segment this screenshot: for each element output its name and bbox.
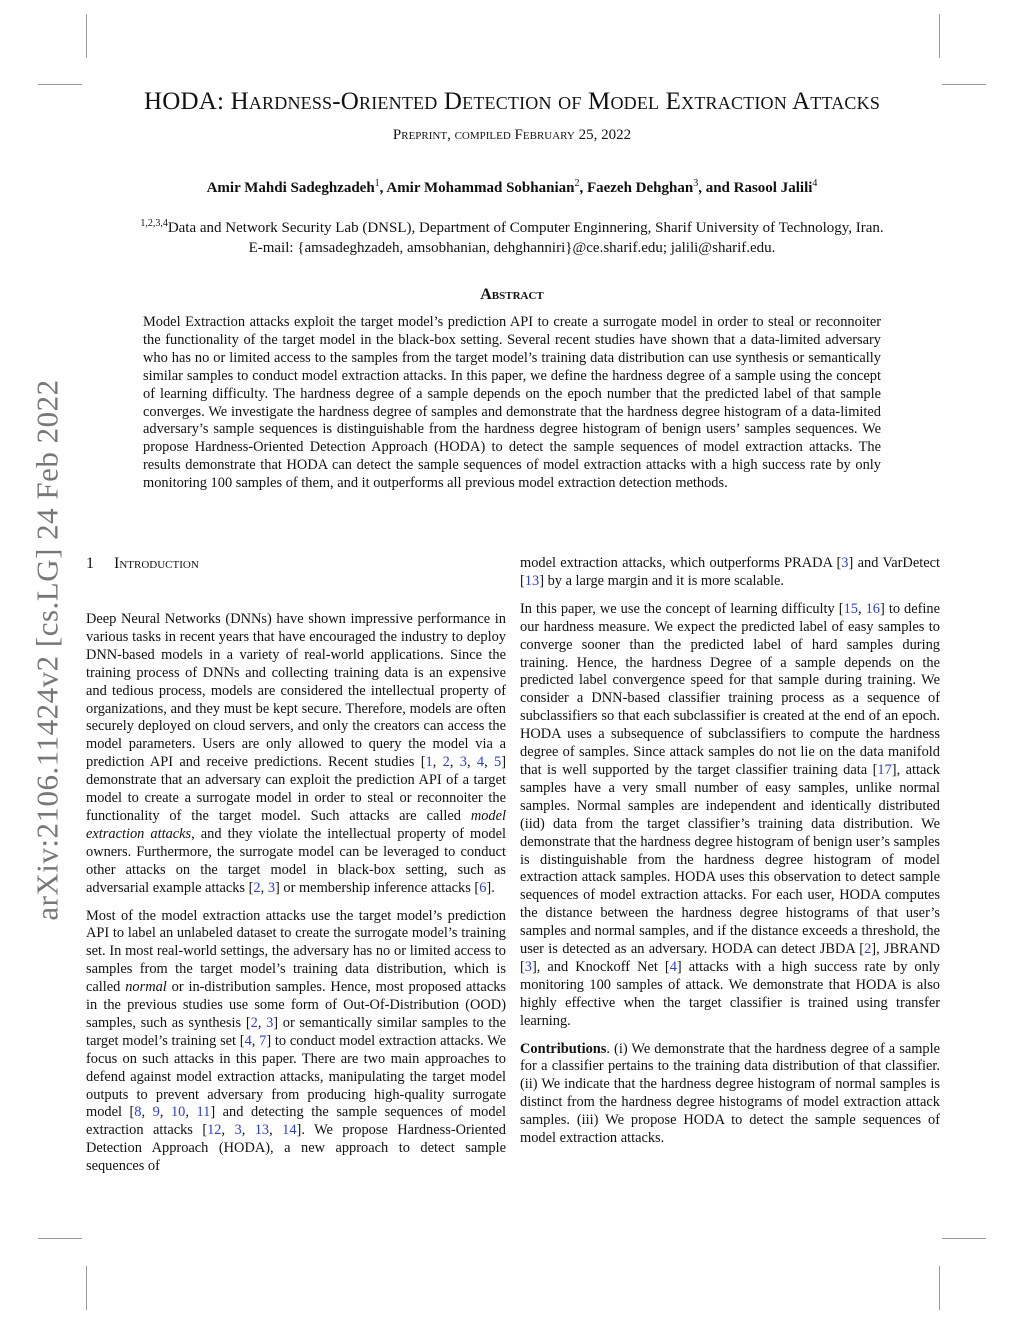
text-run: ], attack samples have a very small number of easy samples, unlike normal samples. Normal samples are independent and identically distributed (iid) data from the target classifier’s training data distribution. We demonstrate that the hardness degree histogram of benign user’s samples is distinguishable from the hardness degree histogram of model extraction attack samples. HODA uses this observation to detect sample sequences of model extraction attacks. For each user, HODA computes the distance between the hardness degree histograms of that user’s samples and normal samples, and if the distance exceeds a threshold, the user is detected as an adversary. HODA can detect JBDA [ — [520, 761, 940, 958]
citation-link[interactable]: 4 — [244, 1032, 252, 1049]
text-run: ], JBRAND [ — [520, 941, 940, 975]
text-run: ] and detecting the sample sequences of model extraction attacks [ — [86, 1104, 506, 1139]
body-paragraph — [520, 555, 940, 591]
author-sep: , — [579, 180, 587, 196]
citation-link[interactable]: 2 — [864, 941, 872, 958]
crop-mark — [942, 1238, 986, 1239]
text-run: , — [260, 879, 268, 896]
text-run: , — [185, 1104, 197, 1121]
affiliation-text: Data and Network Security Lab (DNSL), Department of Computer Enginnering, Sharif University of Technology, Iran. — [167, 220, 884, 236]
citation-link[interactable]: 14 — [282, 1122, 297, 1139]
body-paragraph — [520, 1041, 940, 1148]
citation-link[interactable]: 2 — [253, 879, 261, 896]
email-line: E-mail: {amsadeghzadeh, amsobhanian, dehghanniri}@ce.sharif.edu; jalili@sharif.edu. — [248, 240, 776, 256]
text-run: In this paper, we use the concept of learning difficulty [ — [520, 600, 844, 617]
text-run: ] attacks with a high success rate by only monitoring 100 samples of attack. We demonstrate that HODA is also highly effective when the target classifier is trained using transfer learning. — [520, 958, 941, 1029]
abstract-heading: Abstract — [480, 286, 544, 303]
affiliation-sup: 1,2,3,4 — [140, 218, 168, 229]
emphasis-text: model extraction attacks — [86, 807, 506, 842]
citation-link[interactable]: 1 — [425, 754, 433, 771]
text-run: , — [141, 1104, 153, 1121]
bold-label: Contributions — [520, 1040, 607, 1057]
text-run: , — [466, 754, 477, 771]
citation-link[interactable]: 4 — [476, 754, 485, 771]
text-run: ]. — [486, 879, 495, 896]
author-sup: 3 — [693, 178, 699, 189]
citation-link[interactable]: 2 — [250, 1014, 258, 1031]
crop-mark — [38, 1238, 82, 1239]
citation-link[interactable]: 3 — [524, 958, 532, 975]
text-run: , — [269, 1122, 283, 1139]
citation-link[interactable]: 7 — [259, 1032, 267, 1049]
affiliation — [0, 214, 1024, 258]
author-sep: , — [379, 180, 387, 196]
citation-link[interactable]: 13 — [524, 572, 540, 589]
crop-mark — [942, 84, 986, 85]
citation-link[interactable]: 3 — [267, 879, 276, 896]
right-column — [520, 555, 940, 1148]
crop-mark — [939, 14, 940, 58]
right-paragraphs — [520, 555, 940, 1148]
emphasis-text: normal — [125, 979, 167, 996]
citation-link[interactable]: 3 — [841, 555, 849, 571]
crop-mark — [939, 1266, 940, 1310]
citation-link[interactable]: 17 — [877, 761, 892, 778]
crop-mark — [86, 1266, 87, 1310]
abstract-text: Model Extraction attacks exploit the target model’s prediction API to create a surrogate model in order to steal or reconnoiter the functionality of the target model in the black-box setting. Several recent studies have shown that a data-limited adversary who has no or limited access to the samples from the target model’s training data distribution can use synthesis or semantically similar samples to conduct model extraction attacks. In this paper, we define the hardness degree of a sample using the concept of learning difficulty. The hardness degree of a sample depends on the epoch number that the predicted label of that sample converges. We investigate the hardness degree of samples and demonstrate that the hardness degree histogram of a data-limited adversary’s sample sequences is distinguishable from the hardness degree histogram of benign users’ samples sequences. We propose Hardness-Oriented Detection Approach (HODA) to detect the sample sequences of model extraction attacks. The results demonstrate that HODA can detect the sample sequences of model extraction attacks with a high success rate by only monitoring 100 samples of them, and it outperforms all previous model extraction detection methods. — [143, 314, 881, 492]
author-name: Faezeh Dehghan — [586, 180, 694, 196]
text-run: , — [241, 1122, 255, 1139]
left-paragraphs — [86, 611, 506, 1176]
citation-link[interactable]: 15 — [843, 600, 858, 617]
citation-link[interactable]: 11 — [196, 1104, 211, 1121]
text-run: ] by a large margin and it is more scalable. — [539, 572, 785, 589]
author-name: Amir Mahdi Sadeghzadeh — [206, 180, 375, 196]
text-run: ], and Knockoff Net [ — [532, 958, 670, 975]
citation-link[interactable]: 3 — [266, 1014, 274, 1031]
body-paragraph — [86, 611, 506, 898]
citation-link[interactable]: 13 — [254, 1122, 270, 1139]
citation-link[interactable]: 8 — [134, 1104, 142, 1121]
body-paragraph — [86, 908, 506, 1177]
text-run: , — [257, 1014, 267, 1031]
section-heading — [86, 555, 506, 611]
text-run: ] or semantically similar samples to the target model’s training set [ — [86, 1014, 506, 1049]
text-run: ] to conduct model extraction attacks. We focus on such attacks in this paper. There are two main approaches to defend against model extraction attacks, manipulating the target model outputs to prevent adversary from producing high-quality surrogate model [ — [86, 1032, 506, 1121]
text-run: , — [432, 754, 443, 771]
crop-mark — [86, 14, 87, 58]
crop-mark — [38, 84, 82, 85]
citation-link[interactable]: 4 — [669, 958, 677, 975]
citation-link[interactable]: 16 — [865, 600, 880, 617]
citation-link[interactable]: 9 — [152, 1104, 160, 1121]
text-run: Most of the model extraction attacks use the target model’s prediction API to label an unlabeled dataset to create the surrogate model’s training set. In most real-world settings, the adversary has no or limited access to samples from the target model’s training data distribution, which is called — [86, 907, 506, 996]
text-run: Deep Neural Networks (DNNs) have shown impressive performance in various tasks in recent years that have encouraged the industry to deploy DNN-based models in a variety of real-world applications. Since the training process of DNNs and collecting training data is an expensive and tedious process, models are considered the intellectual property of organizations, and they must be kept secure. Therefore, models are often securely deployed on cloud servers, and only the creators can access the model parameters. Users are only allowed to query the model via a prediction API and receive predictions. Recent studies [ — [86, 611, 506, 771]
arxiv-stamp — [18, 360, 78, 940]
citation-link[interactable]: 10 — [170, 1104, 186, 1121]
author-sup: 4 — [812, 178, 818, 189]
paper-subtitle: Preprint, compiled February 25, 2022 — [392, 127, 632, 143]
author-sep: , and — [698, 180, 734, 196]
text-run: ] to define our hardness measure. We expect the predicted label of easy samples to converge sooner than the predicted label of hard samples during training. Hence, the hardness Degree of a sample depends on the predicted label convergence speed for that sample during training. We consider a DNN-based classifier training process as a sequence of subclassifiers so that each subclassifier is created at the end of an epoch. HODA uses a subsequence of subclassifiers to compute the hardness degree of samples. Since attack samples do not lie on the data manifold that is well supported by the target classifier training data [ — [520, 600, 941, 778]
citation-link[interactable]: 3 — [234, 1122, 242, 1139]
author-sup: 2 — [574, 178, 580, 189]
citation-link[interactable]: 3 — [459, 754, 467, 771]
text-run: ] or membership inference attacks [ — [275, 879, 480, 896]
section-title: Introduction — [114, 555, 199, 572]
affiliation-line — [0, 214, 1024, 238]
author-name: Amir Mohammad Sobhanian — [386, 180, 575, 196]
text-run: , — [159, 1104, 171, 1121]
author-list — [0, 178, 1024, 197]
text-run: , and they violate the intellectual property of model owners. Furthermore, the surrogate model can be leveraged to conduct other attacks on the target model in black-box setting, such as adversarial example attacks [ — [86, 825, 507, 896]
text-run: ] and VarDetect [ — [520, 555, 940, 589]
arxiv-stamp-text: arXiv:2106.11424v2 [cs.LG] 24 Feb 2022 — [30, 379, 65, 921]
text-run: . (i) We demonstrate that the hardness degree of a sample for a classifier pertains to the training data distribution of that classifier. (ii) We indicate that the hardness degree histogram of normal samples is distinct from the hardness degree histograms of model extraction attack samples. (iii) We propose HODA to detect the sample sequences of model extraction attacks. — [520, 1040, 940, 1147]
paper-title: HODA: Hardness-Oriented Detection of Model Extraction Attacks — [143, 88, 881, 115]
text-run: ] demonstrate that an adversary can exploit the prediction API of a target model to create a surrogate model in order to steal or reconnoiter the functionality of the target model. Such attacks are called — [86, 754, 507, 824]
text-run: , — [251, 1032, 260, 1049]
author-name: Rasool Jalili — [733, 180, 813, 196]
text-run: , — [221, 1122, 235, 1139]
body-paragraph — [520, 601, 940, 1031]
text-run: or in-distribution samples. Hence, most proposed attacks in the previous studies use some form of Out-Of-Distribution (OOD) samples, such as synthesis [ — [86, 979, 506, 1031]
citation-link[interactable]: 12 — [207, 1122, 222, 1139]
text-run: , — [857, 600, 866, 617]
author-sup: 1 — [374, 178, 380, 189]
section-number: 1 — [86, 555, 94, 572]
text-run: , — [449, 754, 460, 771]
citation-link[interactable]: 2 — [442, 754, 450, 771]
text-run: model extraction attacks, which outperforms PRADA [ — [520, 555, 842, 571]
citation-link[interactable]: 5 — [494, 754, 502, 771]
text-run: ]. We propose Hardness-Oriented Detection Approach (HODA), a new approach to detect sample sequences of — [86, 1122, 506, 1175]
left-column — [86, 555, 506, 1176]
citation-link[interactable]: 6 — [479, 879, 487, 896]
text-run: , — [484, 754, 495, 771]
